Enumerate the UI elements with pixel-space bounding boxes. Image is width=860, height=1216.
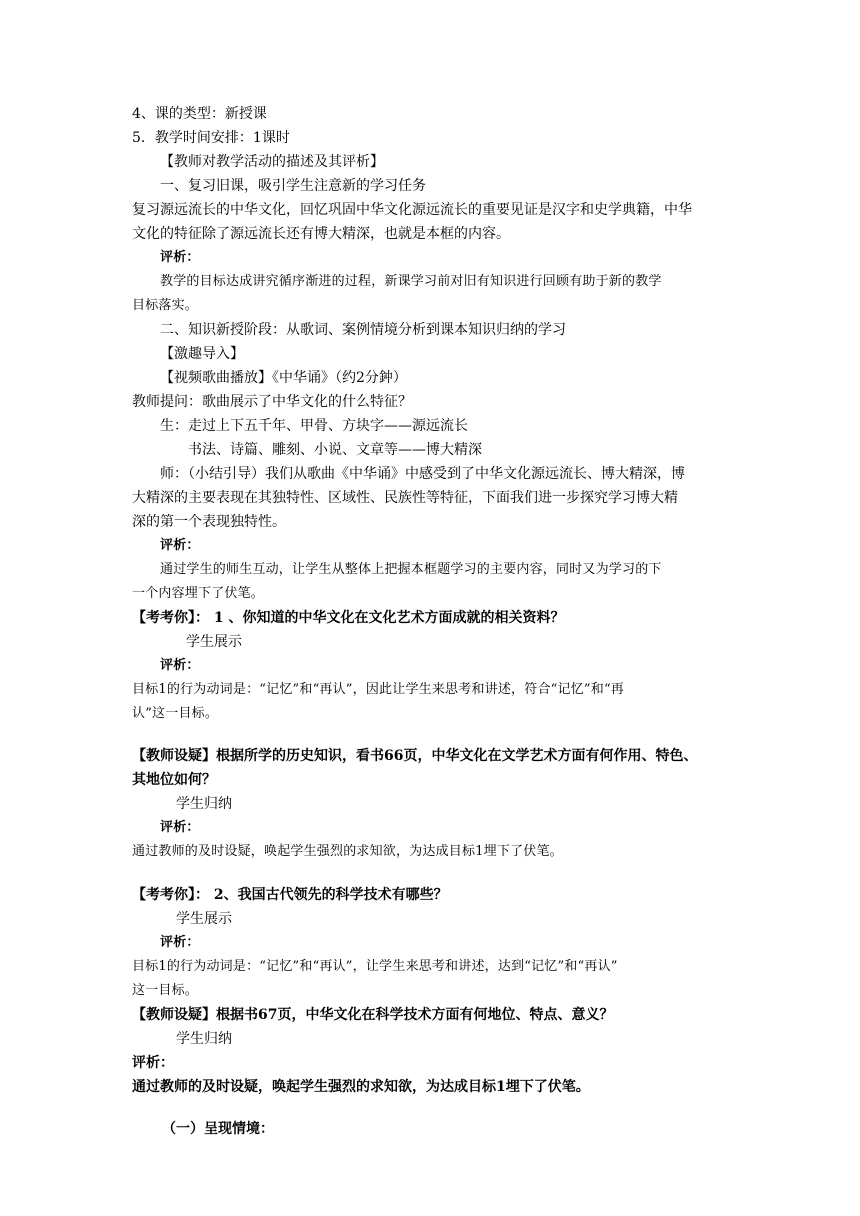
teacher-summary-line: 师：（小结引导）我们从歌曲《中华诵》中感受到了中华文化源远流长、博大精深，博: [160, 466, 685, 482]
comment-text: 认”这一目标。: [132, 706, 219, 721]
lesson-type-line: 4、课的类型：新授课: [132, 106, 267, 122]
quiz-question-2: 【考考你】： 2、我国古代领先的科学技术有哪些？: [132, 887, 448, 903]
comment-label: 评析：: [160, 658, 200, 673]
lesson-time-line: 5．教学时间安排：1课时: [132, 130, 290, 146]
comment-label: 评析：: [160, 820, 200, 835]
student-activity: 学生归纳: [176, 796, 232, 812]
comment-label: 评析：: [160, 935, 200, 950]
review-section-heading: 一、复习旧课，吸引学生注意新的学习任务: [160, 178, 426, 194]
comment-text: 通过学生的师生互动，让学生从整体上把握本框题学习的主要内容，同时又为学习的下: [160, 562, 662, 577]
quiz-question-1: 【考考你】： 1 、你知道的中华文化在文化艺术方面成就的相关资料？: [132, 610, 565, 626]
teacher-question-bold: 【教师设疑】根据所学的历史知识，看书66页，中华文化在文学艺术方面有何作用、特色、: [132, 748, 698, 764]
comment-label: 评析：: [160, 538, 200, 553]
comment-text: 教学的目标达成讲究循序渐进的过程，新课学习前对旧有知识进行回顾有助于新的教学: [160, 274, 662, 289]
student-answer-line: 书法、诗篇、雕刻、小说、文章等——博大精深: [188, 442, 482, 458]
comment-text: 这一目标。: [132, 983, 199, 998]
teacher-summary-line: 大精深的主要表现在其独特性、区域性、民族性等特征，下面我们进一步探究学习博大精: [132, 490, 678, 506]
student-activity: 学生展示: [186, 634, 242, 650]
teacher-question-bold: 【教师设疑】根据书67页，中华文化在科学技术方面有何地位、特点、意义？: [132, 1007, 614, 1023]
teacher-question-bold: 其地位如何？: [132, 772, 216, 788]
comment-text-bold: 通过教师的及时设疑，唤起学生强烈的求知欲，为达成目标1埋下了伏笔。: [132, 1079, 590, 1095]
intro-heading: 【激趣导入】: [160, 346, 244, 362]
comment-text: 通过教师的及时设疑，唤起学生强烈的求知欲，为达成目标1埋下了伏笔。: [132, 844, 563, 859]
new-knowledge-heading: 二、知识新授阶段：从歌词、案例情境分析到课本知识归纳的学习: [160, 322, 566, 338]
comment-label: 评析：: [132, 1055, 174, 1071]
teacher-question: 教师提问：歌曲展示了中华文化的什么特征？: [132, 394, 412, 410]
section-scenario-heading: （一）呈现情境：: [162, 1121, 274, 1137]
student-activity: 学生归纳: [176, 1031, 232, 1047]
paragraph-line: 复习源远流长的中华文化，回忆巩固中华文化源远流长的重要见证是汉字和史学典籍，中华: [132, 202, 692, 218]
comment-label: 评析：: [160, 250, 200, 265]
teacher-summary-line: 深的第一个表现独特性。: [132, 514, 286, 530]
comment-text: 一个内容埋下了伏笔。: [132, 586, 265, 601]
comment-text: 目标1的行为动词是：“记忆”和“再认”，让学生来思考和讲述，达到“记忆”和“再认”: [132, 959, 618, 974]
student-activity: 学生展示: [176, 911, 232, 927]
video-line: 【视频歌曲播放】《中华诵》（约2分鈡）: [160, 370, 407, 386]
comment-text: 目标1的行为动词是：“记忆”和“再认”，因此让学生来思考和讲述，符合“记忆”和“再: [132, 682, 624, 697]
student-answer-line: 生：走过上下五千年、甲骨、方块字——源远流长: [160, 418, 468, 434]
comment-text: 目标落实。: [132, 298, 199, 313]
teacher-description-heading: 【教师对教学活动的描述及其评析】: [160, 154, 384, 170]
paragraph-line: 文化的特征除了源远流长还有博大精深，也就是本框的内容。: [132, 226, 510, 242]
